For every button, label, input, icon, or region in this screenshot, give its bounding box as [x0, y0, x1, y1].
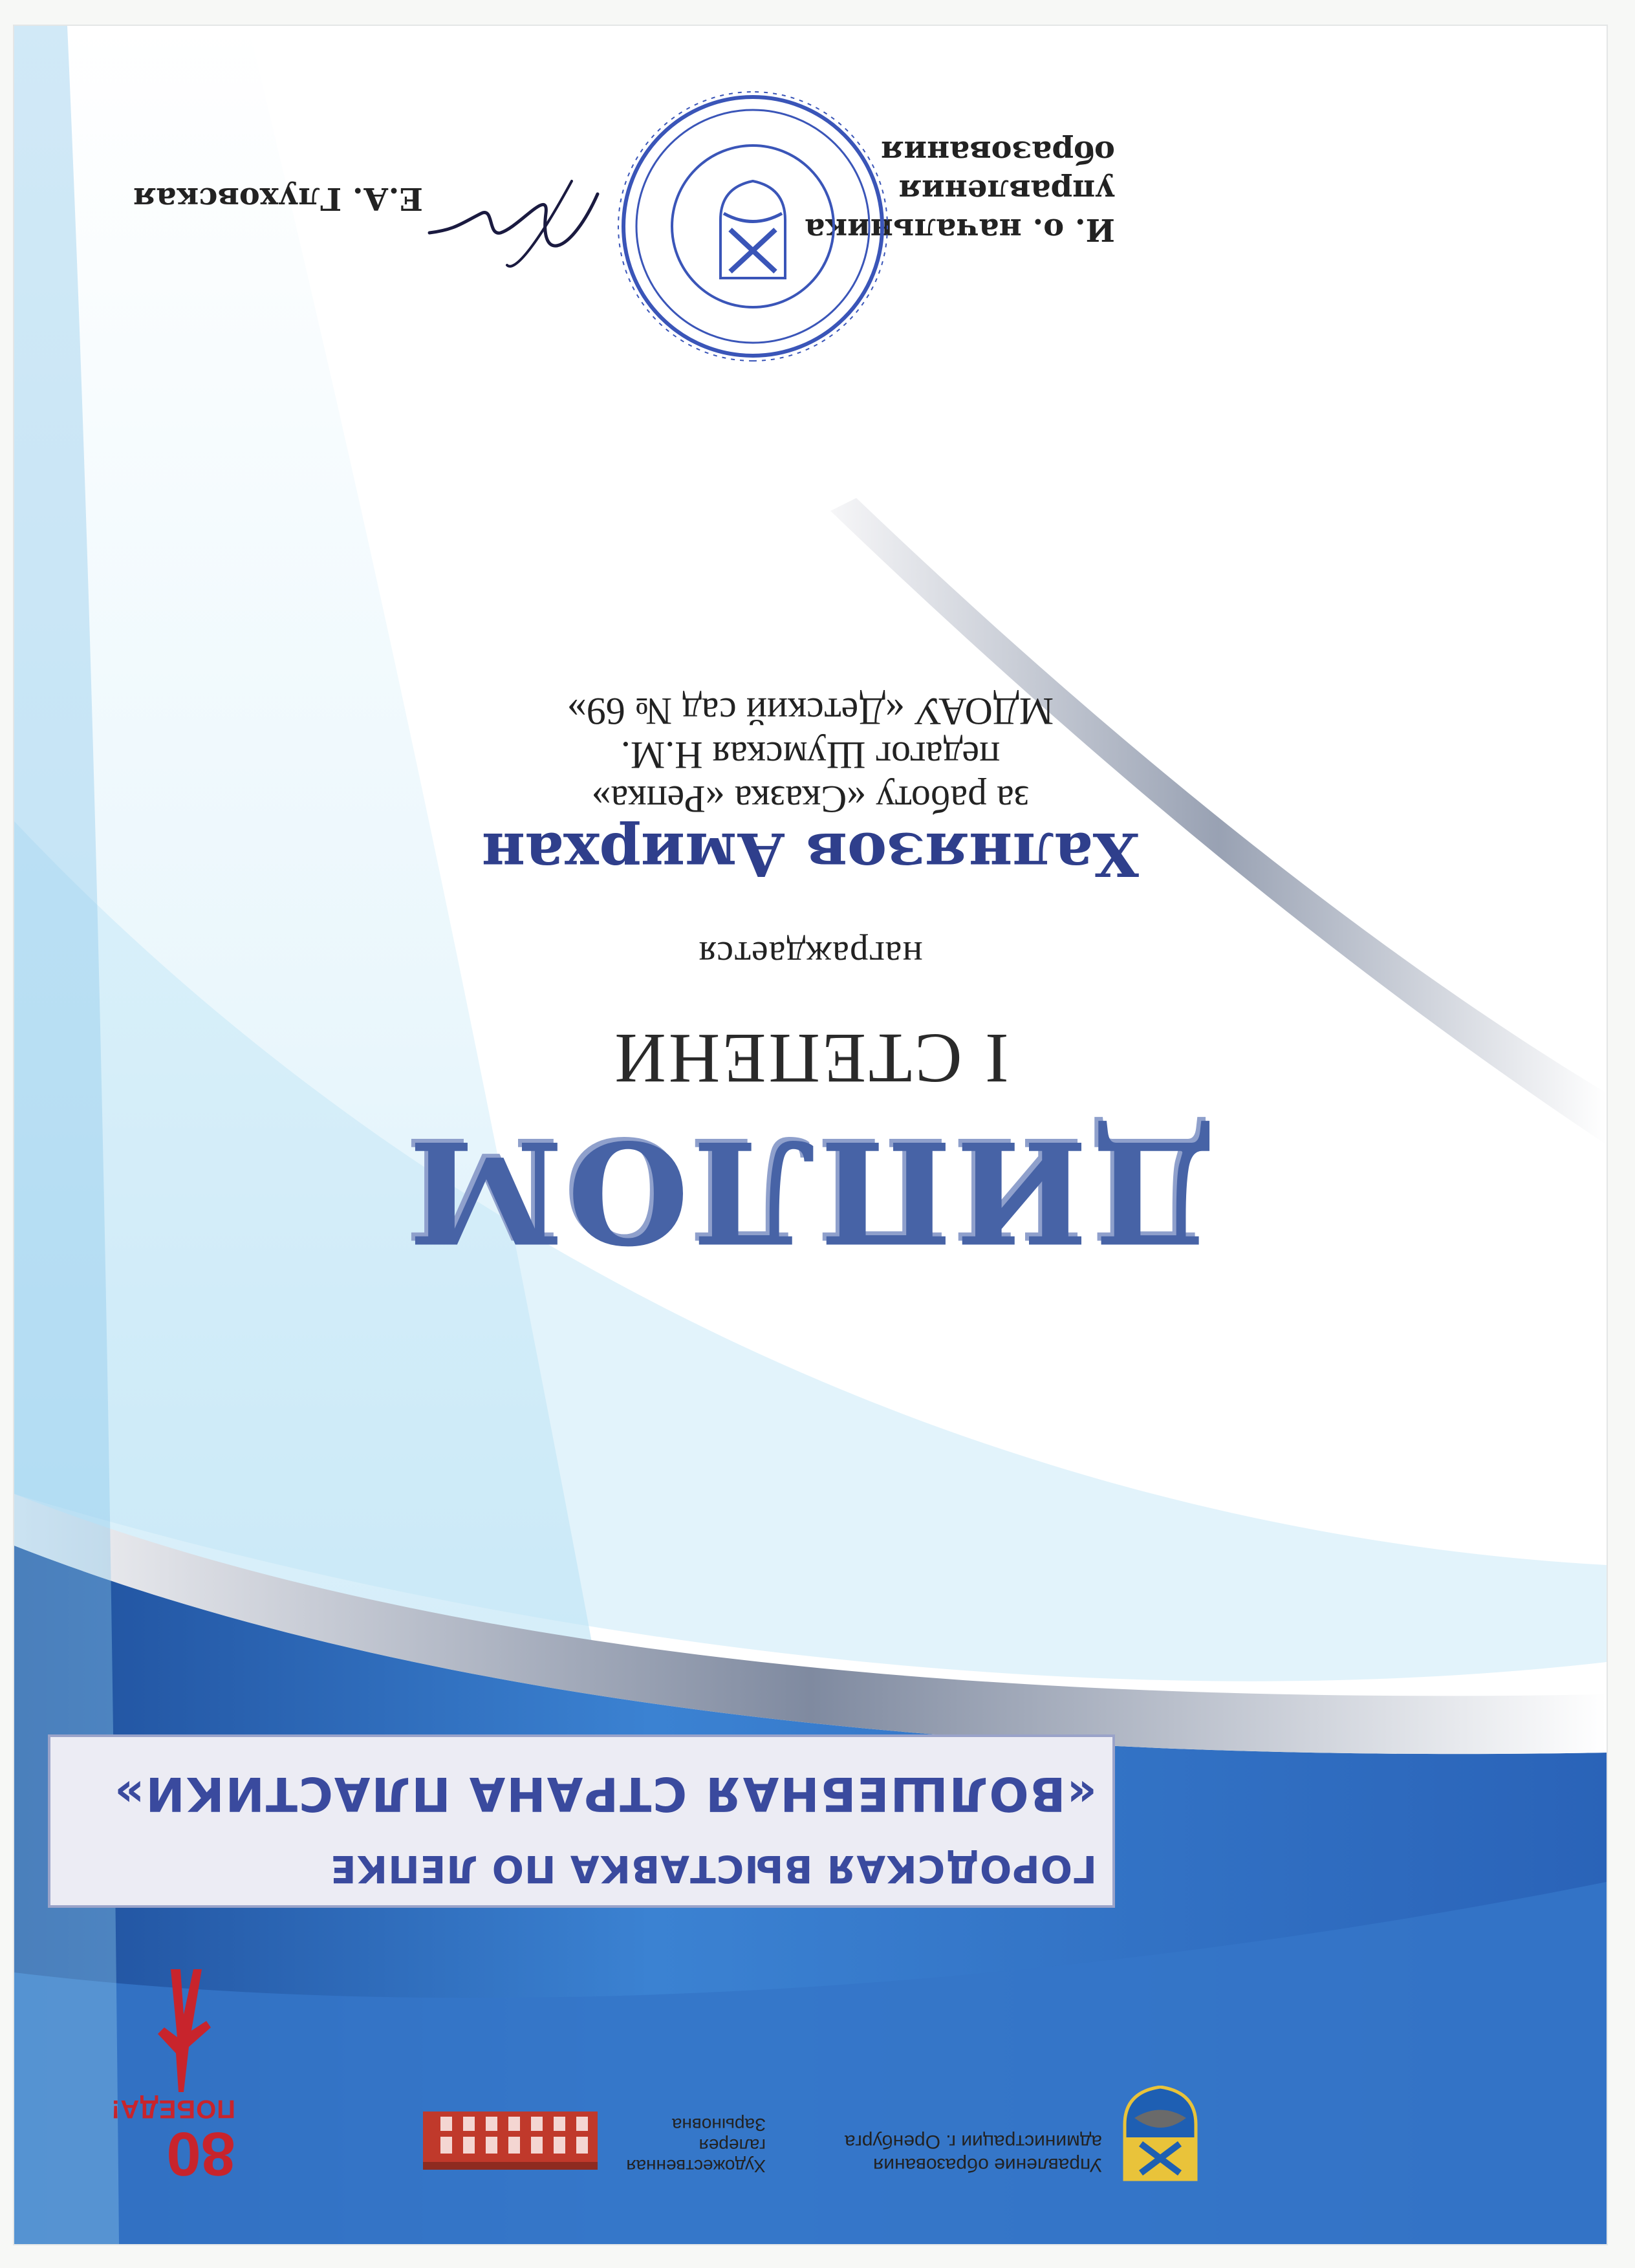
signatory-title-line2: управления образования	[881, 134, 1115, 209]
signatory-title-line1: И. о. начальника	[805, 211, 1115, 248]
teacher-name: педагог Шумская Н.М.	[620, 734, 1001, 777]
victory-80-logo	[93, 1963, 235, 2188]
event-title-line2: «ВОЛШЕБНАЯ СТРАНА ПЛАСТИКИ»	[113, 1767, 1097, 1821]
diploma-page	[14, 26, 1607, 2244]
gallery-line2: галерея	[698, 2135, 766, 2155]
gallery-logo	[494, 2060, 766, 2183]
work-title: за работу «Сказка «Репка»	[591, 778, 1030, 821]
handwritten-signature	[417, 162, 611, 291]
awarded-label: награждается	[698, 934, 923, 976]
degree-label: I СТЕПЕНИ	[612, 1019, 1009, 1098]
event-title-line1: ГОРОДСКАЯ ВЫСТАВКА ПО ЛЕПКЕ	[330, 1847, 1097, 1891]
oren-admin-line1: Управление образования	[873, 2154, 1102, 2176]
gallery-building-icon	[423, 2111, 598, 2176]
victory-word: ПОБЕДА!	[111, 2095, 235, 2123]
official-stamp	[617, 91, 889, 362]
oren-coat-of-arms-icon	[1121, 2086, 1199, 2183]
signatory-name: Е.А. Глуховская	[133, 180, 423, 217]
oren-admin-line2: администрации г. Оренбурга	[844, 2131, 1102, 2152]
diploma-heading: ДИПЛОМ	[404, 1110, 1217, 1274]
gallery-line3: Зарыновна	[671, 2115, 766, 2135]
gallery-line1: Художественная	[626, 2156, 766, 2176]
title-panel	[48, 1734, 1115, 1908]
oren-admin-logo	[785, 2060, 1199, 2183]
victory-monument-icon	[145, 1969, 216, 2092]
school-name: МДОАУ «Детский сад № 69»	[567, 690, 1054, 733]
recipient-name: Халнязов Амирхан	[481, 819, 1140, 889]
victory-number: 80	[166, 2119, 235, 2188]
